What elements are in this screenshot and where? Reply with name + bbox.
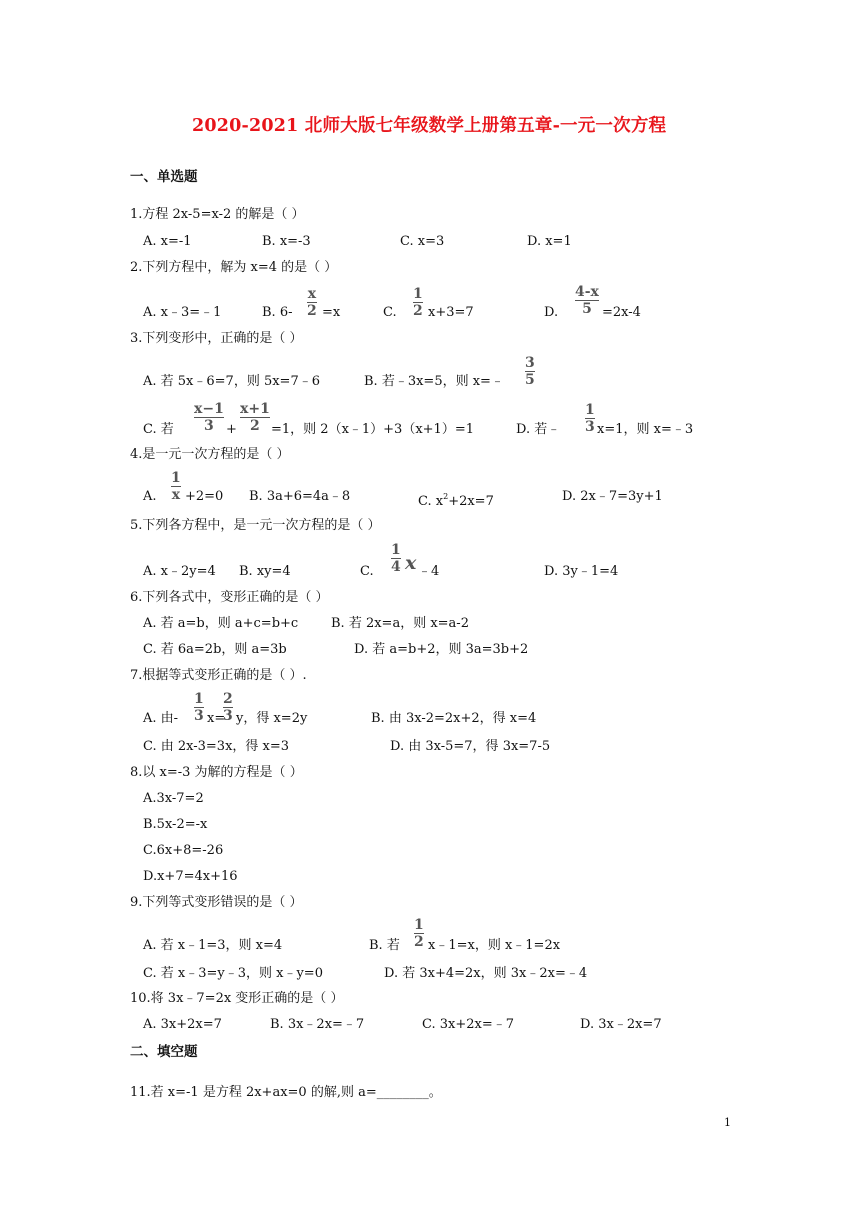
page-title: 2020-2021 北师大版七年级数学上册第五章-一元一次方程 <box>192 116 667 136</box>
q3-d-denominator: 3 <box>585 419 595 435</box>
q4-a-fraction <box>171 471 181 502</box>
q2-c-numerator: 1 <box>413 286 423 302</box>
question-10-stem: 10.将 3x﹣7=2x 变形正确的是（ ） <box>130 991 344 1006</box>
q3-c-numerator-1: x−1 <box>194 401 224 417</box>
q1-option-c: C. x=3 <box>400 234 445 249</box>
q10-option-a: A. 3x+2x=7 <box>143 1017 222 1032</box>
q7-option-a-suffix: y，得 x=2y <box>236 711 308 726</box>
question-7-stem: 7.根据等式变形正确的是（ ）. <box>130 668 307 683</box>
q2-option-c-prefix: C. <box>383 305 397 320</box>
q3-c-plus: + <box>226 422 237 437</box>
q2-d-fraction <box>575 285 599 316</box>
q9-option-b-suffix: x﹣1=x，则 x﹣1=2x <box>428 938 561 953</box>
q10-option-b: B. 3x﹣2x=﹣7 <box>270 1017 365 1032</box>
q3-b-numerator: 3 <box>525 355 535 371</box>
q9-b-numerator: 1 <box>414 917 424 933</box>
question-11-stem: 11.若 x=-1 是方程 2x+ax=0 的解,则 a=________。 <box>130 1085 442 1100</box>
q4-option-d: D. 2x﹣7=3y+1 <box>562 489 663 504</box>
q3-c-denominator-2: 2 <box>250 418 260 434</box>
q4-a-numerator: 1 <box>171 470 181 486</box>
q2-d-numerator: 4-x <box>575 284 599 300</box>
q7-option-b: B. 由 3x-2=2x+2，得 x=4 <box>371 711 537 726</box>
q9-option-c: C. 若 x﹣3=y﹣3，则 x﹣y=0 <box>143 966 323 981</box>
q4-option-a-suffix: +2=0 <box>185 489 224 504</box>
question-3-stem: 3.下列变形中，正确的是（ ） <box>130 331 303 346</box>
q10-option-d: D. 3x﹣2x=7 <box>580 1017 662 1032</box>
q5-option-c-prefix: C. <box>360 564 374 579</box>
q1-option-b: B. x=-3 <box>262 234 311 249</box>
section-heading-fill-blank: 二、填空题 <box>130 1044 198 1060</box>
q2-option-c-suffix: x+3=7 <box>428 305 474 320</box>
question-8-stem: 8.以 x=-3 为解的方程是（ ） <box>130 765 303 780</box>
q3-d-fraction <box>585 403 595 434</box>
q7-a-middle: x= <box>207 711 226 726</box>
q6-option-b: B. 若 2x=a，则 x=a-2 <box>331 616 469 631</box>
q9-option-d: D. 若 3x+4=2x，则 3x﹣2x=﹣4 <box>384 966 588 981</box>
q5-c-variable: x <box>405 552 417 574</box>
q2-option-d-prefix: D. <box>544 305 559 320</box>
q9-option-b-prefix: B. 若 <box>369 938 400 953</box>
q7-a-denominator-1: 3 <box>194 708 204 724</box>
q2-c-fraction <box>413 287 423 318</box>
q2-b-numerator: x <box>307 286 317 302</box>
q7-option-a-prefix: A. 由- <box>143 711 179 726</box>
q7-a-denominator-2: 3 <box>223 708 233 724</box>
question-9-stem: 9.下列等式变形错误的是（ ） <box>130 895 303 910</box>
q3-b-denominator: 5 <box>525 372 535 388</box>
q5-option-a: A. x﹣2y=4 <box>143 564 216 579</box>
q5-c-numerator: 1 <box>391 542 401 558</box>
question-2-stem: 2.下列方程中，解为 x=4 的是（ ） <box>130 260 338 275</box>
q3-option-d-prefix: D. 若﹣ <box>516 422 561 437</box>
q2-c-denominator: 2 <box>413 303 423 319</box>
q9-b-fraction <box>414 918 424 949</box>
question-6-stem: 6.下列各式中，变形正确的是（ ） <box>130 590 329 605</box>
q3-b-fraction <box>525 356 535 387</box>
question-4-stem: 4.是一元一次方程的是（ ） <box>130 447 290 462</box>
q3-option-c-prefix: C. 若 <box>143 422 174 437</box>
q7-a-fraction-1 <box>194 692 204 723</box>
q6-option-a: A. 若 a=b，则 a+c=b+c <box>143 616 299 631</box>
q7-a-fraction-2 <box>223 692 233 723</box>
q3-c-denominator-1: 3 <box>204 418 214 434</box>
q2-b-denominator: 2 <box>307 303 317 319</box>
q7-a-numerator-2: 2 <box>223 691 233 707</box>
q4-option-c: C. $x^2+2x=7$ <box>418 492 494 509</box>
q5-c-fraction <box>391 543 401 574</box>
q6-option-d: D. 若 a=b+2，则 3a=3b+2 <box>354 642 529 657</box>
q5-option-d: D. 3y﹣1=4 <box>544 564 619 579</box>
q2-d-denominator: 5 <box>582 301 592 317</box>
question-1-stem: 1.方程 2x-5=x-2 的解是（ ） <box>130 207 305 222</box>
q2-option-b-prefix: B. 6- <box>262 305 293 320</box>
q3-option-c-suffix: =1，则 2（x﹣1）+3（x+1）=1 <box>271 422 474 437</box>
q5-option-c-suffix: ﹣4 <box>418 564 440 579</box>
q6-option-c: C. 若 6a=2b，则 a=3b <box>143 642 287 657</box>
q3-c-numerator-2: x+1 <box>240 401 270 417</box>
q3-option-d-suffix: x=1，则 x=﹣3 <box>597 422 694 437</box>
question-5-stem: 5.下列各方程中，是一元一次方程的是（ ） <box>130 518 381 533</box>
q8-option-a: A.3x-7=2 <box>143 791 204 806</box>
q8-option-d: D.x+7=4x+16 <box>143 869 238 884</box>
q3-c-fraction-1 <box>194 402 224 433</box>
q8-option-b: B.5x-2=-x <box>143 817 208 832</box>
q9-b-denominator: 2 <box>414 934 424 950</box>
q2-b-fraction <box>307 287 317 318</box>
q4-a-denominator: x <box>171 487 181 503</box>
q7-a-numerator-1: 1 <box>194 691 204 707</box>
q1-option-a: A. x=-1 <box>143 234 192 249</box>
section-heading-single-choice: 一、单选题 <box>130 169 198 185</box>
q2-option-a: A. x﹣3=﹣1 <box>143 305 222 320</box>
q4-option-a-prefix: A. <box>143 489 157 504</box>
q1-option-d: D. x=1 <box>527 234 572 249</box>
q3-d-numerator: 1 <box>585 402 595 418</box>
q2-option-d-suffix: =2x-4 <box>602 305 641 320</box>
q4-option-b: B. 3a+6=4a﹣8 <box>249 489 351 504</box>
page-number: 1 <box>724 1116 731 1129</box>
q5-c-denominator: 4 <box>391 559 401 575</box>
q3-c-fraction-2 <box>240 402 270 433</box>
q2-option-b-suffix: =x <box>322 305 341 320</box>
q3-option-b-prefix: B. 若﹣3x=5，则 x=﹣ <box>364 374 504 389</box>
q5-option-b: B. xy=4 <box>239 564 291 579</box>
q8-option-c: C.6x+8=-26 <box>143 843 224 858</box>
q10-option-c: C. 3x+2x=﹣7 <box>422 1017 515 1032</box>
q9-option-a: A. 若 x﹣1=3，则 x=4 <box>143 938 283 953</box>
q3-option-a: A. 若 5x﹣6=7，则 5x=7﹣6 <box>143 374 320 389</box>
q7-option-c: C. 由 2x-3=3x，得 x=3 <box>143 739 290 754</box>
q7-option-d: D. 由 3x-5=7，得 3x=7-5 <box>390 739 551 754</box>
